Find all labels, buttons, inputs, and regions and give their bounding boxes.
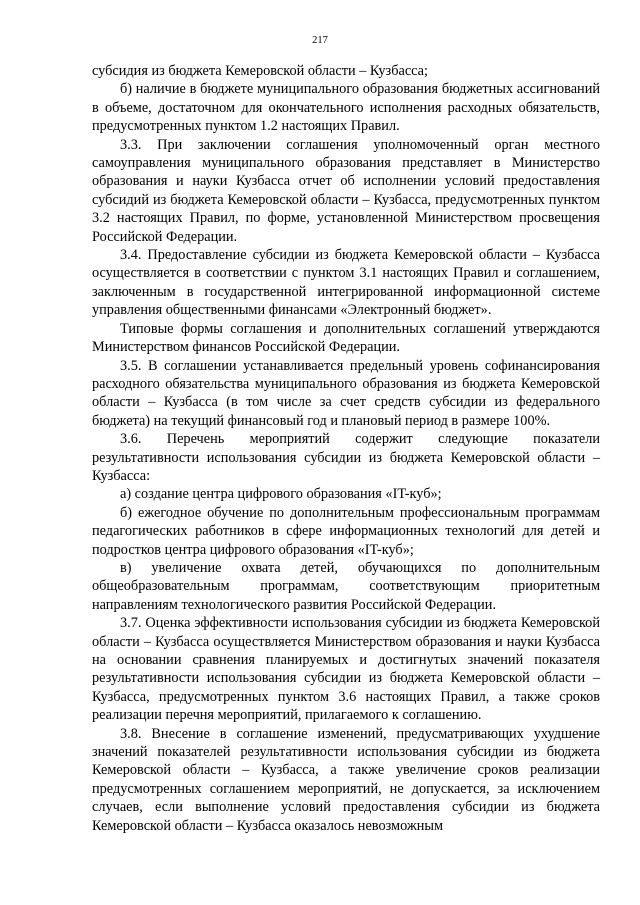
paragraph-continuation: субсидия из бюджета Кемеровской области – Кузбасса; — [92, 63, 428, 79]
paragraph-typical-forms: Типовые формы соглашения и дополнительных соглашений утверждаются Министерством финансов Российской Федерации. — [92, 320, 600, 356]
paragraph-3-6-a: а) создание центра цифрового образования «IT-куб»; — [120, 486, 442, 503]
paragraph-3-6: 3.6. Перечень мероприятий содержит следующие показатели результативности использования субсидии из бюджета Кемеровской области – Кузбасса: — [92, 431, 600, 484]
paragraph-3-4: 3.4. Предоставление субсидии из бюджета Кемеровской области – Кузбасса осуществляется в соответствии с пунктом 3.1 настоящих Правил и соглашением, заключенным в государственной интегрированной информационной системе управления общественными финансами «Электронный бюджет». — [92, 247, 600, 319]
document-body — [92, 62, 600, 835]
page-number: 217 — [312, 35, 328, 46]
paragraph-3-5: 3.5. В соглашении устанавливается предельный уровень софинансирования расходного обязательства муниципального образования из бюджета Кемеровской области – Кузбасса (в том числе за счет средств субсидии из федерального бюджета) на текущий финансовый год и плановый период в размере 100%. — [92, 357, 600, 429]
paragraph-3-7: 3.7. Оценка эффективности использования субсидии из бюджета Кемеровской области – Кузбасса осуществляется Министерством образования и науки Кузбасса на основании сравнения планируемых и достигнутых значений показателя результативности использования субсидии из бюджета Кемеровской области – Кузбасса, предусмотренных пунктом 3.6 настоящих Правил, а также сроков реализации перечня мероприятий, прилагаемого к соглашению. — [92, 615, 600, 724]
paragraph-3-8: 3.8. Внесение в соглашение изменений, предусматривающих ухудшение значений показателей результативности использования субсидии из бюджета Кемеровской области – Кузбасса, а также увеличение сроков реализации предусмотренных соглашением мероприятий, не допускается, за исключением случаев, если выполнение условий предоставления субсидии из бюджета Кемеровской области – Кузбасса оказалось невозможным — [92, 725, 600, 834]
paragraph-3-3: 3.3. При заключении соглашения уполномоченный орган местного самоуправления муниципального образования представляет в Министерство образования и науки Кузбасса отчет об исполнении условий предоставления субсидий из бюджета Кемеровской области – Кузбасса, предусмотренных пунктом 3.2 настоящих Правил, по форме, установленной Министерством просвещения Российской Федерации. — [92, 136, 600, 245]
paragraph-3-6-c: в) увеличение охвата детей, обучающихся по дополнительным общеобразовательным программам, соответствующим приоритетным направлениям технологического развития Российской Федерации. — [92, 559, 600, 613]
paragraph-3-6-b: б) ежегодное обучение по дополнительным профессиональным программам педагогических работников в сфере информационных технологий для детей и подростков центра цифрового образования «IT-куб»; — [92, 504, 600, 558]
paragraph-subitem-b: б) наличие в бюджете муниципального образования бюджетных ассигнований в объеме, достаточном для окончательного исполнения расходных обязательств, предусмотренных пунктом 1.2 настоящих Правил. — [92, 81, 600, 135]
